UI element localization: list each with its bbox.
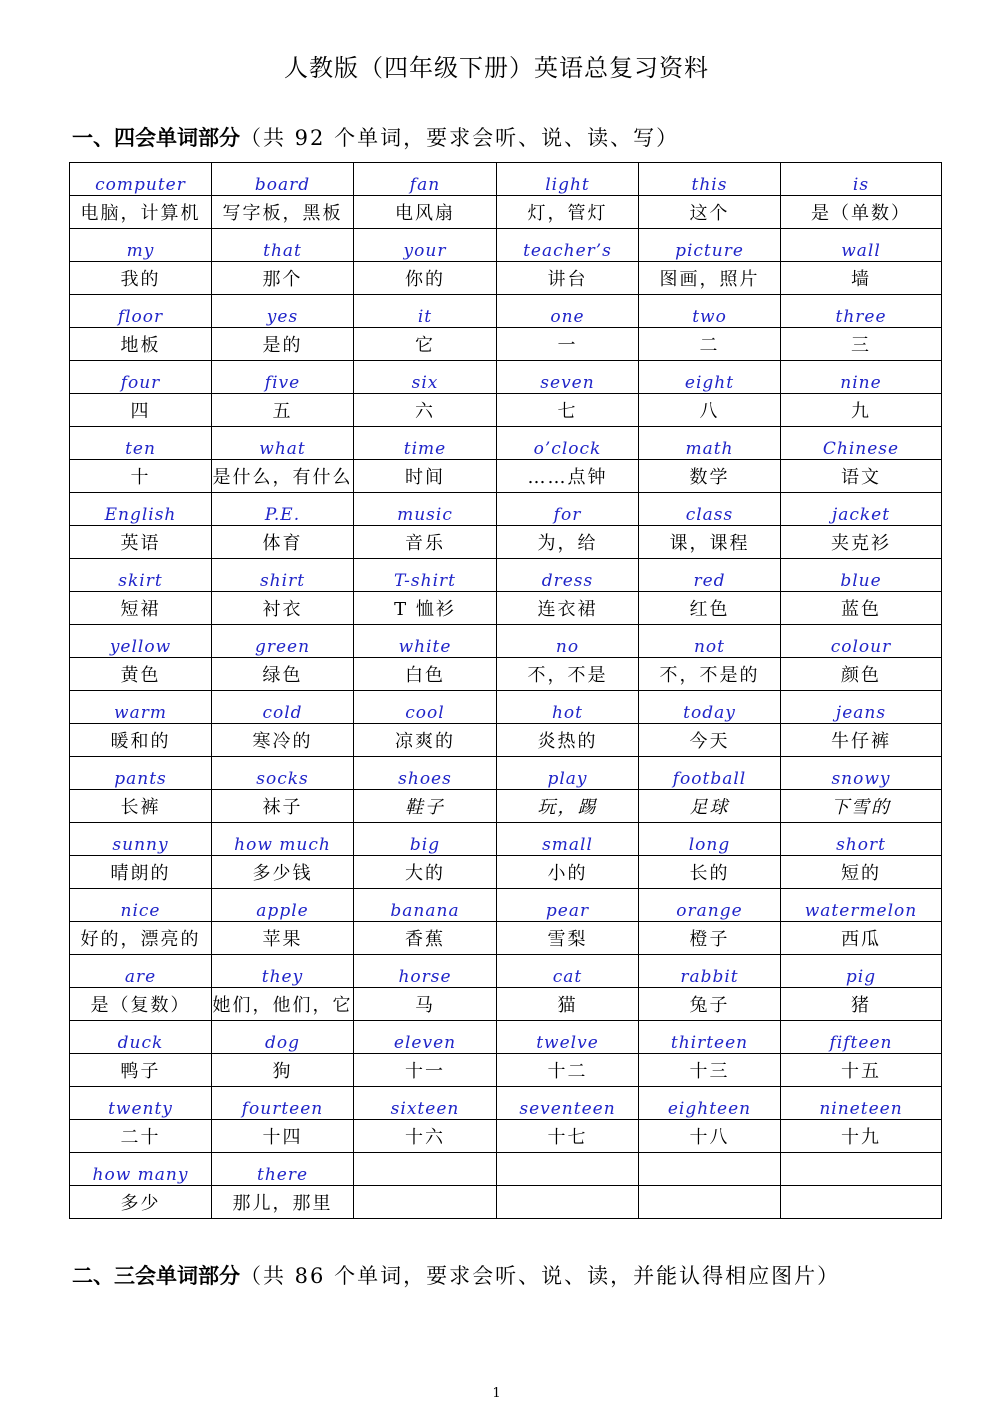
chinese-meaning-cell: 小的 <box>497 856 639 889</box>
chinese-meaning-cell: 香蕉 <box>354 922 497 955</box>
english-word-cell: your <box>354 229 497 262</box>
english-word-cell: T-shirt <box>354 559 497 592</box>
english-word-cell: six <box>354 361 497 394</box>
chinese-meaning-cell: 八 <box>639 394 781 427</box>
english-word-cell: eleven <box>354 1021 497 1054</box>
english-word-row <box>70 1021 942 1054</box>
english-word-row <box>70 955 942 988</box>
chinese-meaning-cell: 炎热的 <box>497 724 639 757</box>
chinese-meaning-cell: 十六 <box>354 1120 497 1153</box>
chinese-meaning-cell: 橙子 <box>639 922 781 955</box>
chinese-meaning-cell: 四 <box>70 394 212 427</box>
chinese-meaning-cell: 你的 <box>354 262 497 295</box>
chinese-meaning-cell: 语文 <box>781 460 942 493</box>
english-word-cell: eight <box>639 361 781 394</box>
english-word-cell: hot <box>497 691 639 724</box>
english-word-cell: skirt <box>70 559 212 592</box>
chinese-meaning-cell: 蓝色 <box>781 592 942 625</box>
english-word-cell: it <box>354 295 497 328</box>
english-word-cell: wall <box>781 229 942 262</box>
vocabulary-table <box>69 162 942 1219</box>
english-word-cell: fifteen <box>781 1021 942 1054</box>
english-word-cell: is <box>781 163 942 196</box>
english-word-cell: fan <box>354 163 497 196</box>
english-word-cell: apple <box>212 889 354 922</box>
english-word-cell: four <box>70 361 212 394</box>
english-word-cell: sunny <box>70 823 212 856</box>
english-word-cell: jeans <box>781 691 942 724</box>
english-word-cell: nice <box>70 889 212 922</box>
english-word-cell: rabbit <box>639 955 781 988</box>
english-word-cell: shirt <box>212 559 354 592</box>
chinese-meaning-cell: 马 <box>354 988 497 1021</box>
chinese-meaning-cell <box>781 1186 942 1219</box>
english-word-cell: white <box>354 625 497 658</box>
chinese-meaning-cell: 今天 <box>639 724 781 757</box>
chinese-meaning-cell: 十一 <box>354 1054 497 1087</box>
chinese-meaning-cell: 写字板，黑板 <box>212 196 354 229</box>
chinese-meaning-cell: 为，给 <box>497 526 639 559</box>
english-word-cell: long <box>639 823 781 856</box>
chinese-meaning-cell: 多少 <box>70 1186 212 1219</box>
english-word-cell: floor <box>70 295 212 328</box>
chinese-meaning-cell: 西瓜 <box>781 922 942 955</box>
chinese-meaning-cell: 白色 <box>354 658 497 691</box>
chinese-meaning-row <box>70 988 942 1021</box>
chinese-meaning-cell: 是的 <box>212 328 354 361</box>
chinese-meaning-cell: 大的 <box>354 856 497 889</box>
english-word-cell: cool <box>354 691 497 724</box>
page-number: 1 <box>492 1386 501 1401</box>
english-word-cell: snowy <box>781 757 942 790</box>
english-word-cell: dress <box>497 559 639 592</box>
chinese-meaning-cell: 暖和的 <box>70 724 212 757</box>
chinese-meaning-cell: 课，课程 <box>639 526 781 559</box>
english-word-cell: no <box>497 625 639 658</box>
english-word-cell: socks <box>212 757 354 790</box>
section-2-label: 二、三会单词部分 <box>72 1263 240 1288</box>
chinese-meaning-row <box>70 1186 942 1219</box>
chinese-meaning-cell: 十七 <box>497 1120 639 1153</box>
english-word-row <box>70 691 942 724</box>
chinese-meaning-cell: 衬衣 <box>212 592 354 625</box>
english-word-cell: twenty <box>70 1087 212 1120</box>
english-word-cell: not <box>639 625 781 658</box>
english-word-cell: that <box>212 229 354 262</box>
english-word-cell: they <box>212 955 354 988</box>
chinese-meaning-cell: 五 <box>212 394 354 427</box>
chinese-meaning-row <box>70 922 942 955</box>
english-word-cell: nineteen <box>781 1087 942 1120</box>
english-word-cell: are <box>70 955 212 988</box>
document-title: 人教版（四年级下册）英语总复习资料 <box>284 54 709 82</box>
english-word-cell: my <box>70 229 212 262</box>
chinese-meaning-row <box>70 526 942 559</box>
chinese-meaning-row <box>70 196 942 229</box>
chinese-meaning-cell: 她们，他们，它 <box>212 988 354 1021</box>
english-word-cell: what <box>212 427 354 460</box>
chinese-meaning-cell: 雪梨 <box>497 922 639 955</box>
english-word-cell: eighteen <box>639 1087 781 1120</box>
english-word-cell: seven <box>497 361 639 394</box>
english-word-cell: horse <box>354 955 497 988</box>
chinese-meaning-row <box>70 262 942 295</box>
chinese-meaning-cell: T 恤衫 <box>354 592 497 625</box>
section-1-note: （共 92 个单词，要求会听、说、读、写） <box>240 126 680 150</box>
english-word-row <box>70 295 942 328</box>
english-word-cell: light <box>497 163 639 196</box>
english-word-cell: play <box>497 757 639 790</box>
chinese-meaning-cell: 长裤 <box>70 790 212 823</box>
english-word-row <box>70 559 942 592</box>
chinese-meaning-cell: 十四 <box>212 1120 354 1153</box>
chinese-meaning-cell: 寒冷的 <box>212 724 354 757</box>
english-word-cell: time <box>354 427 497 460</box>
chinese-meaning-cell: 晴朗的 <box>70 856 212 889</box>
chinese-meaning-cell: 不，不是的 <box>639 658 781 691</box>
chinese-meaning-cell: 七 <box>497 394 639 427</box>
chinese-meaning-cell: 鞋子 <box>354 790 497 823</box>
english-word-cell: duck <box>70 1021 212 1054</box>
chinese-meaning-cell: 图画，照片 <box>639 262 781 295</box>
chinese-meaning-cell <box>497 1186 639 1219</box>
english-word-row <box>70 1153 942 1186</box>
chinese-meaning-cell: 夹克衫 <box>781 526 942 559</box>
chinese-meaning-cell: 它 <box>354 328 497 361</box>
english-word-cell: twelve <box>497 1021 639 1054</box>
vocabulary-table-body <box>70 163 942 1219</box>
english-word-cell: football <box>639 757 781 790</box>
chinese-meaning-cell: 这个 <box>639 196 781 229</box>
english-word-cell: teacher’s <box>497 229 639 262</box>
chinese-meaning-row <box>70 658 942 691</box>
english-word-cell: green <box>212 625 354 658</box>
english-word-cell: shoes <box>354 757 497 790</box>
chinese-meaning-cell: 是什么，有什么 <box>212 460 354 493</box>
chinese-meaning-cell: 我的 <box>70 262 212 295</box>
chinese-meaning-cell: 时间 <box>354 460 497 493</box>
english-word-cell: English <box>70 493 212 526</box>
section-2-note: （共 86 个单词，要求会听、说、读，并能认得相应图片） <box>240 1264 841 1288</box>
english-word-cell: pear <box>497 889 639 922</box>
english-word-cell: big <box>354 823 497 856</box>
english-word-cell: P.E. <box>212 493 354 526</box>
english-word-cell: short <box>781 823 942 856</box>
chinese-meaning-row <box>70 724 942 757</box>
english-word-row <box>70 163 942 196</box>
english-word-row <box>70 1087 942 1120</box>
chinese-meaning-cell: 袜子 <box>212 790 354 823</box>
english-word-row <box>70 361 942 394</box>
english-word-row <box>70 823 942 856</box>
chinese-meaning-cell: 灯，管灯 <box>497 196 639 229</box>
english-word-cell: seventeen <box>497 1087 639 1120</box>
chinese-meaning-row <box>70 1054 942 1087</box>
chinese-meaning-cell: 兔子 <box>639 988 781 1021</box>
chinese-meaning-cell: 十九 <box>781 1120 942 1153</box>
english-word-cell: there <box>212 1153 354 1186</box>
chinese-meaning-cell: 红色 <box>639 592 781 625</box>
chinese-meaning-row <box>70 856 942 889</box>
english-word-cell: for <box>497 493 639 526</box>
english-word-cell: computer <box>70 163 212 196</box>
english-word-cell: picture <box>639 229 781 262</box>
english-word-cell: how much <box>212 823 354 856</box>
english-word-cell: two <box>639 295 781 328</box>
chinese-meaning-cell: 苹果 <box>212 922 354 955</box>
chinese-meaning-cell: 九 <box>781 394 942 427</box>
chinese-meaning-cell: 猫 <box>497 988 639 1021</box>
chinese-meaning-cell: 十 <box>70 460 212 493</box>
chinese-meaning-cell: 电风扇 <box>354 196 497 229</box>
chinese-meaning-cell: 多少钱 <box>212 856 354 889</box>
chinese-meaning-cell: 那个 <box>212 262 354 295</box>
english-word-cell: blue <box>781 559 942 592</box>
english-word-cell: orange <box>639 889 781 922</box>
english-word-cell: sixteen <box>354 1087 497 1120</box>
chinese-meaning-cell: 是（复数） <box>70 988 212 1021</box>
chinese-meaning-cell: 连衣裙 <box>497 592 639 625</box>
chinese-meaning-cell: 猪 <box>781 988 942 1021</box>
chinese-meaning-cell: 不，不是 <box>497 658 639 691</box>
english-word-cell: music <box>354 493 497 526</box>
chinese-meaning-row <box>70 592 942 625</box>
english-word-cell: dog <box>212 1021 354 1054</box>
chinese-meaning-cell: 牛仔裤 <box>781 724 942 757</box>
english-word-cell: ten <box>70 427 212 460</box>
chinese-meaning-cell: 一 <box>497 328 639 361</box>
chinese-meaning-cell: 十八 <box>639 1120 781 1153</box>
chinese-meaning-row <box>70 460 942 493</box>
chinese-meaning-cell: 十五 <box>781 1054 942 1087</box>
english-word-cell: three <box>781 295 942 328</box>
english-word-cell: this <box>639 163 781 196</box>
english-word-cell: thirteen <box>639 1021 781 1054</box>
english-word-row <box>70 625 942 658</box>
chinese-meaning-cell: 玩，踢 <box>497 790 639 823</box>
english-word-cell: colour <box>781 625 942 658</box>
chinese-meaning-cell: ……点钟 <box>497 460 639 493</box>
chinese-meaning-cell: 狗 <box>212 1054 354 1087</box>
chinese-meaning-cell: 黄色 <box>70 658 212 691</box>
english-word-cell: cat <box>497 955 639 988</box>
chinese-meaning-cell: 那儿，那里 <box>212 1186 354 1219</box>
chinese-meaning-cell: 好的，漂亮的 <box>70 922 212 955</box>
english-word-cell: class <box>639 493 781 526</box>
english-word-cell: jacket <box>781 493 942 526</box>
english-word-cell: Chinese <box>781 427 942 460</box>
english-word-row <box>70 757 942 790</box>
chinese-meaning-cell: 英语 <box>70 526 212 559</box>
chinese-meaning-row <box>70 394 942 427</box>
chinese-meaning-cell: 电脑，计算机 <box>70 196 212 229</box>
chinese-meaning-cell: 下雪的 <box>781 790 942 823</box>
section-1-label: 一、四会单词部分 <box>72 125 240 150</box>
english-word-cell: pig <box>781 955 942 988</box>
chinese-meaning-cell: 数学 <box>639 460 781 493</box>
english-word-row <box>70 493 942 526</box>
chinese-meaning-cell: 讲台 <box>497 262 639 295</box>
chinese-meaning-row <box>70 328 942 361</box>
chinese-meaning-cell: 二十 <box>70 1120 212 1153</box>
english-word-cell <box>639 1153 781 1186</box>
english-word-cell: fourteen <box>212 1087 354 1120</box>
chinese-meaning-cell: 短裙 <box>70 592 212 625</box>
english-word-cell: banana <box>354 889 497 922</box>
english-word-cell <box>354 1153 497 1186</box>
chinese-meaning-cell: 地板 <box>70 328 212 361</box>
chinese-meaning-row <box>70 790 942 823</box>
chinese-meaning-cell: 短的 <box>781 856 942 889</box>
english-word-row <box>70 889 942 922</box>
english-word-cell: math <box>639 427 781 460</box>
english-word-row <box>70 229 942 262</box>
chinese-meaning-cell: 二 <box>639 328 781 361</box>
chinese-meaning-cell: 是（单数） <box>781 196 942 229</box>
english-word-cell: cold <box>212 691 354 724</box>
section-2-heading <box>72 1260 840 1290</box>
english-word-cell: board <box>212 163 354 196</box>
english-word-cell: pants <box>70 757 212 790</box>
chinese-meaning-cell: 体育 <box>212 526 354 559</box>
english-word-cell <box>781 1153 942 1186</box>
chinese-meaning-cell: 三 <box>781 328 942 361</box>
english-word-cell: one <box>497 295 639 328</box>
chinese-meaning-cell: 墙 <box>781 262 942 295</box>
section-1-heading <box>72 122 679 152</box>
english-word-cell: small <box>497 823 639 856</box>
chinese-meaning-cell: 十二 <box>497 1054 639 1087</box>
chinese-meaning-cell: 足球 <box>639 790 781 823</box>
english-word-cell: yes <box>212 295 354 328</box>
chinese-meaning-cell: 音乐 <box>354 526 497 559</box>
english-word-cell: watermelon <box>781 889 942 922</box>
english-word-cell: warm <box>70 691 212 724</box>
english-word-cell: today <box>639 691 781 724</box>
chinese-meaning-cell: 绿色 <box>212 658 354 691</box>
chinese-meaning-cell <box>639 1186 781 1219</box>
chinese-meaning-cell <box>354 1186 497 1219</box>
english-word-row <box>70 427 942 460</box>
chinese-meaning-cell: 颜色 <box>781 658 942 691</box>
english-word-cell: red <box>639 559 781 592</box>
chinese-meaning-cell: 十三 <box>639 1054 781 1087</box>
english-word-cell <box>497 1153 639 1186</box>
english-word-cell: five <box>212 361 354 394</box>
chinese-meaning-cell: 六 <box>354 394 497 427</box>
english-word-cell: how many <box>70 1153 212 1186</box>
english-word-cell: nine <box>781 361 942 394</box>
chinese-meaning-cell: 长的 <box>639 856 781 889</box>
chinese-meaning-row <box>70 1120 942 1153</box>
english-word-cell: yellow <box>70 625 212 658</box>
english-word-cell: o’clock <box>497 427 639 460</box>
chinese-meaning-cell: 凉爽的 <box>354 724 497 757</box>
chinese-meaning-cell: 鸭子 <box>70 1054 212 1087</box>
